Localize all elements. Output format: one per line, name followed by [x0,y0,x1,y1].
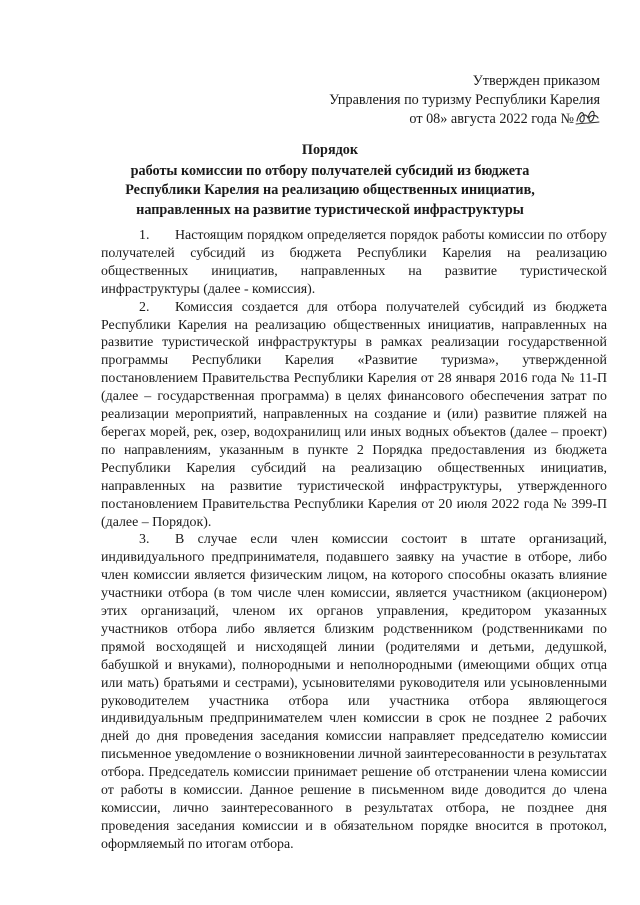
paragraph-2 [101,299,607,532]
paragraph-number: 2. [139,299,150,315]
approval-line-2: Управления по туризму Республики Карелия [329,92,600,108]
approval-line-1: Утвержден приказом [472,73,600,89]
approval-line-3 [280,110,600,129]
paragraph-1 [101,227,607,299]
paragraph-text: Комиссия создается для отбора получателей субсидий из бюджета Республики Карелия на реализацию общественных инициатив, направленных на развитие туристической инфраструктуры в рамках реализации государственной программы Республики Карелия «Развитие туризма», утвержденной постановлением Правительства Республики Карелия от 28 января 2016 года № 11-П (далее – государственная программа) в целях финансового обеспечения затрат по реализации мероприятий, направленных на создание и (или) развитие пляжей на берегах морей, рек, озер, водохранилищ или иных водных объектов (далее – проект) по направлениям, указанным в пункте 2 Порядка предоставления из бюджета Республики Карелия субсидий на реализацию общественных инициатив, направленных на развитие туристической инфраструктуры, утвержденного постановлением Правительства Республики Карелия от 20 июля 2022 года № 399-П (далее – Порядок). [101,299,607,530]
paragraph-text: В случае если член комиссии состоит в штате организаций, индивидуального предпринимателя, подавшего заявку на участие в отборе, либо член комиссии является физическим лицом, на которого способны оказать влияние участники отбора (в том числе член комиссии, является участником (акционером) этих организаций, членом их органов управления, кредитором указанных участников отбора либо является близким родственником (родственниками по прямой восходящей и нисходящей линии (родителями и детьми, дедушкой, бабушкой и внуками), полнородными и неполнородными (имеющими общих отца или мать) братьями и сестрами), усыновителями руководителя или усыновленными руководителем участника отбора или участника отбора являющегося индивидуальным предпринимателем член комиссии в срок не позднее 2 рабочих дней до дня проведения заседания комиссии направляет председателю комиссии письменное уведомление о возникновении личной заинтересованности в результатах отбора. Председатель комиссии принимает решение об отстранении члена комиссии от работы в комиссии. Данное решение в письменном виде доводится до члена комиссии, лично заинтересованного в результатах отбора, не позднее дня проведения заседания комиссии и в обязательном порядке вносится в протокол, оформляемый по итогам отбора. [101,532,607,852]
paragraph-3 [101,531,607,853]
title-heading: Порядок [301,142,359,158]
paragraph-text: Настоящим порядком определяется порядок работы комиссии по отбору получателей субсидий из бюджета Республики Карелия на реализацию общественных инициатив, направленных на развитие туристической инфраструктуры (далее - комиссия). [101,228,607,297]
paragraph-number: 1. [139,228,150,243]
paragraph-number: 3. [139,532,150,548]
title-subtitle: работы комиссии по отбору получателей субсидий из бюджета Республики Карелия на реализацию общественных инициатив, направленных на развитие туристической инфраструктуры [125,162,535,218]
document-body [101,227,607,854]
document-title [95,141,565,220]
handwritten-number-signature [574,106,600,128]
approval-stamp [280,72,600,129]
approval-date-number: от 08» августа 2022 года № [409,111,574,127]
